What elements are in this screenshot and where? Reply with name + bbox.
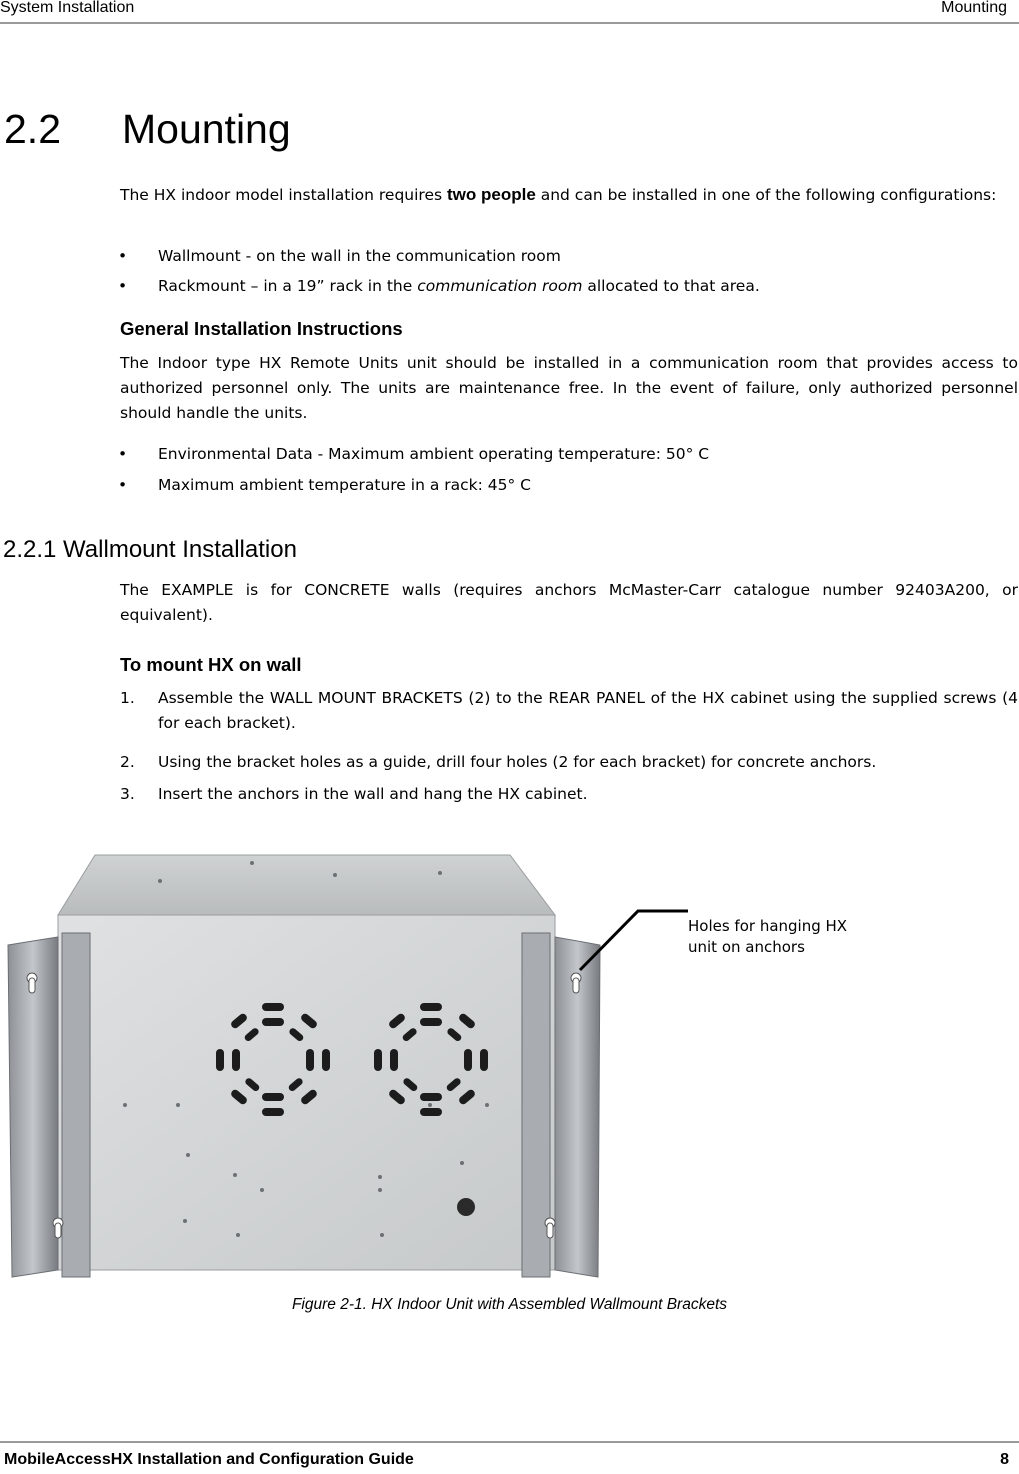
section-number: 2.2 xyxy=(4,106,61,152)
rackmount-pre: Rackmount – in a 19” rack in the xyxy=(158,277,418,295)
hx-unit-photo xyxy=(0,845,1019,1285)
page-number: 8 xyxy=(1000,1451,1009,1468)
intro-bold: two people xyxy=(447,185,536,204)
step-number: 1. xyxy=(120,689,135,707)
left-bracket-flange xyxy=(62,933,90,1277)
cabinet-top xyxy=(58,855,555,915)
intro-paragraph xyxy=(120,182,1018,208)
step-text: Using the bracket holes as a guide, drill four holes (2 for each bracket) for concrete anchors. xyxy=(158,753,877,771)
step-text: Assemble the WALL MOUNT BRACKETS (2) to the REAR PANEL of the HX cabinet using the supplied screws (4 for each bracket). xyxy=(158,689,1018,732)
procedure-heading: To mount HX on wall xyxy=(120,654,302,675)
bullet-text: Environmental Data - Maximum ambient operating temperature: 50° C xyxy=(158,445,710,463)
bullet-icon: • xyxy=(118,445,128,463)
header-section: Mounting xyxy=(941,0,1007,16)
bullet-text: Wallmount - on the wall in the communication room xyxy=(158,247,561,265)
header-chapter: System Installation xyxy=(0,0,135,16)
step-text: Insert the anchors in the wall and hang the HX cabinet. xyxy=(158,785,588,803)
page-header xyxy=(0,0,1019,24)
bullet-icon: • xyxy=(118,476,128,494)
general-paragraph: The Indoor type HX Remote Units unit should be installed in a communication room that provides access to authorized personnel only. The units are maintenance free. In the event of failure, only authorized personnel should handle the units. xyxy=(120,354,1018,422)
step-3 xyxy=(120,782,1018,807)
general-heading: General Installation Instructions xyxy=(120,318,403,339)
rear-panel xyxy=(58,915,555,1270)
rackmount-italic: communication room xyxy=(417,277,583,295)
intro-text-end: and can be installed in one of the following configurations: xyxy=(535,186,997,204)
callout-text: Holes for hanging HX unit on anchors xyxy=(688,917,848,956)
cable-gland xyxy=(457,1198,475,1216)
step-number: 3. xyxy=(120,785,135,803)
bullet-icon: • xyxy=(118,277,128,295)
subsection-heading: 2.2.1 Wallmount Installation xyxy=(3,536,297,563)
bullet-icon: • xyxy=(118,247,128,265)
bullet-text xyxy=(158,274,760,299)
rackmount-post: allocated to that area. xyxy=(582,277,760,295)
section-title: Mounting xyxy=(122,106,291,152)
figure-caption: Figure 2-1. HX Indoor Unit with Assembled Wallmount Brackets xyxy=(291,1296,728,1313)
step-2 xyxy=(120,750,1018,775)
subsection-paragraph: The EXAMPLE is for CONCRETE walls (requires anchors McMaster-Carr catalogue number 92403A200, or equivalent). xyxy=(120,581,1018,624)
footer-title: MobileAccessHX Installation and Configuration Guide xyxy=(4,1451,414,1468)
bullet-text: Maximum ambient temperature in a rack: 45° C xyxy=(158,476,531,494)
page-footer xyxy=(0,1441,1019,1474)
intro-text-start: The HX indoor model installation requires xyxy=(120,186,447,204)
section-heading xyxy=(4,106,291,153)
step-number: 2. xyxy=(120,753,135,771)
step-1 xyxy=(120,686,1018,736)
